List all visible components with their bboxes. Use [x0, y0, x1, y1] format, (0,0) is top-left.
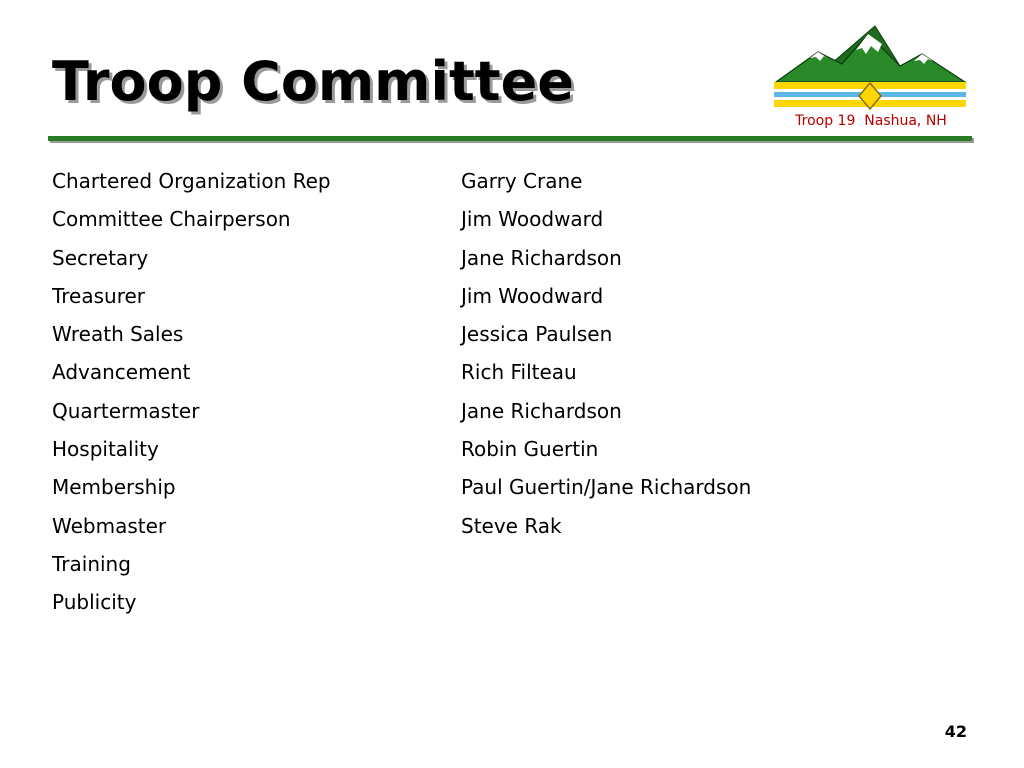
member-name: Jessica Paulsen — [461, 322, 613, 347]
page-number: 42 — [944, 722, 967, 741]
member-name: Paul Guertin/Jane Richardson — [461, 475, 752, 500]
position-label: Webmaster — [52, 513, 167, 538]
position-label: Quartermaster — [52, 398, 200, 423]
position-label: Advancement — [52, 360, 191, 385]
position-label: Membership — [52, 475, 176, 500]
member-name: Garry Crane — [461, 169, 583, 193]
logo-caption: Troop 19 Nashua, NH — [795, 113, 947, 129]
mountain-logo-icon — [770, 24, 970, 114]
member-name: Jim Woodward — [461, 207, 604, 232]
position-label: Committee Chairperson — [52, 207, 291, 232]
member-name: Jane Richardson — [461, 245, 622, 270]
member-name: Jim Woodward — [461, 283, 604, 308]
member-name: Steve Rak — [461, 513, 562, 538]
member-name: Robin Guertin — [461, 437, 599, 462]
position-label: Publicity — [52, 590, 137, 615]
position-label: Training — [52, 551, 131, 576]
member-name: Jane Richardson — [461, 398, 622, 423]
troop-logo — [770, 24, 970, 118]
position-label: Hospitality — [52, 437, 159, 462]
position-label: Secretary — [52, 245, 149, 270]
position-label: Wreath Sales — [52, 322, 184, 347]
position-label: Treasurer — [52, 283, 146, 308]
member-name: Rich Filteau — [461, 360, 577, 385]
title-divider — [48, 136, 972, 141]
position-label: Chartered Organization Rep — [52, 169, 331, 193]
slide-title: Troop Committee — [52, 50, 574, 113]
